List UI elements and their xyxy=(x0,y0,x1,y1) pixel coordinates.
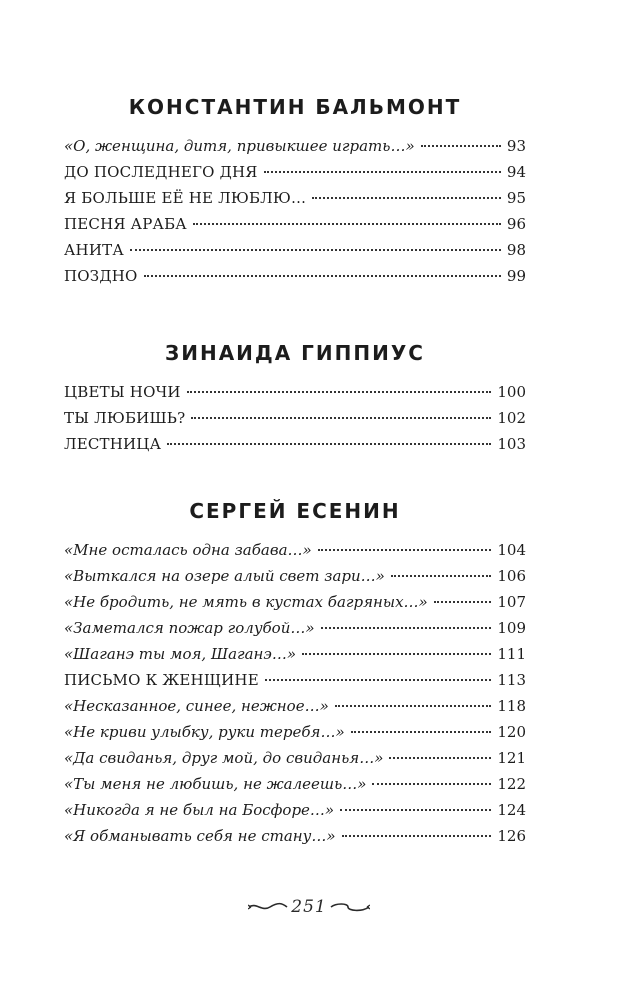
entry-page: 113 xyxy=(497,671,526,689)
entry-page: 126 xyxy=(497,827,526,845)
toc-entry[interactable] xyxy=(64,719,526,745)
toc-entry[interactable] xyxy=(64,405,526,431)
dot-leader xyxy=(421,145,501,147)
entry-page: 124 xyxy=(497,801,526,819)
entry-title: АНИТА xyxy=(64,241,124,259)
flourish-right-icon xyxy=(330,900,370,914)
page-folio xyxy=(239,896,379,918)
entry-title: Я БОЛЬШЕ ЕЁ НЕ ЛЮБЛЮ… xyxy=(64,189,307,207)
dot-leader xyxy=(312,197,501,199)
toc-entry[interactable] xyxy=(64,667,526,693)
toc-entry[interactable] xyxy=(64,589,526,615)
toc-entry[interactable] xyxy=(64,431,526,457)
dot-leader xyxy=(318,549,492,551)
toc-entry[interactable] xyxy=(64,379,526,405)
dot-leader xyxy=(264,171,501,173)
entry-page: 93 xyxy=(506,137,526,155)
dot-leader xyxy=(167,443,491,445)
dot-leader xyxy=(144,275,501,277)
toc-entry[interactable] xyxy=(64,693,526,719)
toc-entry[interactable] xyxy=(64,133,526,159)
entries-list xyxy=(64,379,526,457)
section-esenin xyxy=(64,498,526,849)
toc-entry[interactable] xyxy=(64,159,526,185)
dot-leader xyxy=(434,601,492,603)
entry-title: ТЫ ЛЮБИШЬ? xyxy=(64,409,186,427)
dot-leader xyxy=(342,835,492,837)
entry-title: ПИСЬМО К ЖЕНЩИНЕ xyxy=(64,671,259,689)
author-heading: КОНСТАНТИН БАЛЬМОНТ xyxy=(128,95,462,119)
section-gippius xyxy=(64,340,526,457)
section-balmont xyxy=(64,94,526,289)
entry-title: «Да свиданья, друг мой, до свиданья…» xyxy=(64,749,384,767)
entry-title: «Никогда я не был на Босфоре…» xyxy=(64,801,335,819)
dot-leader xyxy=(389,757,491,759)
entry-title: «Шаганэ ты моя, Шаганэ…» xyxy=(64,645,296,663)
dot-leader xyxy=(351,731,492,733)
dot-leader xyxy=(130,249,501,251)
entry-title: ДО ПОСЛЕДНЕГО ДНЯ xyxy=(64,163,258,181)
author-heading: СЕРГЕЙ ЕСЕНИН xyxy=(189,499,401,523)
entry-page: 107 xyxy=(497,593,526,611)
entry-title: «Я обманывать себя не стану…» xyxy=(64,827,336,845)
entry-title: ЛЕСТНИЦА xyxy=(64,435,162,453)
dot-leader xyxy=(340,809,491,811)
dot-leader xyxy=(372,783,491,785)
toc-entry[interactable] xyxy=(64,797,526,823)
toc-entry[interactable] xyxy=(64,263,526,289)
dot-leader xyxy=(335,705,492,707)
page-number: 251 xyxy=(291,897,327,917)
toc-entry[interactable] xyxy=(64,745,526,771)
dot-leader xyxy=(321,627,492,629)
entry-title: «Выткался на озере алый свет зари…» xyxy=(64,567,385,585)
toc-entry[interactable] xyxy=(64,641,526,667)
entry-title: ПОЗДНО xyxy=(64,267,138,285)
entry-page: 106 xyxy=(497,567,526,585)
entry-title: «Не криви улыбку, руки теребя…» xyxy=(64,723,345,741)
entries-list xyxy=(64,537,526,849)
toc-entry[interactable] xyxy=(64,537,526,563)
entry-title: ЦВЕТЫ НОЧИ xyxy=(64,383,181,401)
entry-page: 102 xyxy=(497,409,526,427)
entry-title: «О, женщина, дитя, привыкшее играть…» xyxy=(64,137,415,155)
dot-leader xyxy=(265,679,491,681)
entry-title: «Несказанное, синее, нежное…» xyxy=(64,697,329,715)
toc-entry[interactable] xyxy=(64,771,526,797)
entry-page: 95 xyxy=(506,189,526,207)
dot-leader xyxy=(391,575,492,577)
toc-entry[interactable] xyxy=(64,563,526,589)
entry-page: 99 xyxy=(506,267,526,285)
dot-leader xyxy=(187,391,492,393)
entry-page: 96 xyxy=(506,215,526,233)
author-heading: ЗИНАИДА ГИППИУС xyxy=(165,341,425,365)
entry-page: 104 xyxy=(497,541,526,559)
dot-leader xyxy=(191,417,491,419)
entries-list xyxy=(64,133,526,289)
entry-page: 109 xyxy=(497,619,526,637)
entry-page: 122 xyxy=(497,775,526,793)
toc-entry[interactable] xyxy=(64,823,526,849)
entry-page: 100 xyxy=(497,383,526,401)
entry-page: 98 xyxy=(506,241,526,259)
entry-page: 111 xyxy=(497,645,526,663)
entry-title: «Не бродить, не мять в кустах багряных…» xyxy=(64,593,428,611)
toc-entry[interactable] xyxy=(64,211,526,237)
entry-title: «Ты меня не любишь, не жалеешь…» xyxy=(64,775,367,793)
entry-page: 103 xyxy=(497,435,526,453)
flourish-left-icon xyxy=(248,900,288,914)
entry-title: ПЕСНЯ АРАБА xyxy=(64,215,187,233)
toc-entry[interactable] xyxy=(64,615,526,641)
entry-title: «Мне осталась одна забава…» xyxy=(64,541,312,559)
toc-entry[interactable] xyxy=(64,185,526,211)
dot-leader xyxy=(193,223,501,225)
entry-title: «Заметался пожар голубой…» xyxy=(64,619,315,637)
toc-entry[interactable] xyxy=(64,237,526,263)
entry-page: 94 xyxy=(506,163,526,181)
entry-page: 121 xyxy=(497,749,526,767)
entry-page: 118 xyxy=(497,697,526,715)
dot-leader xyxy=(302,653,491,655)
entry-page: 120 xyxy=(497,723,526,741)
